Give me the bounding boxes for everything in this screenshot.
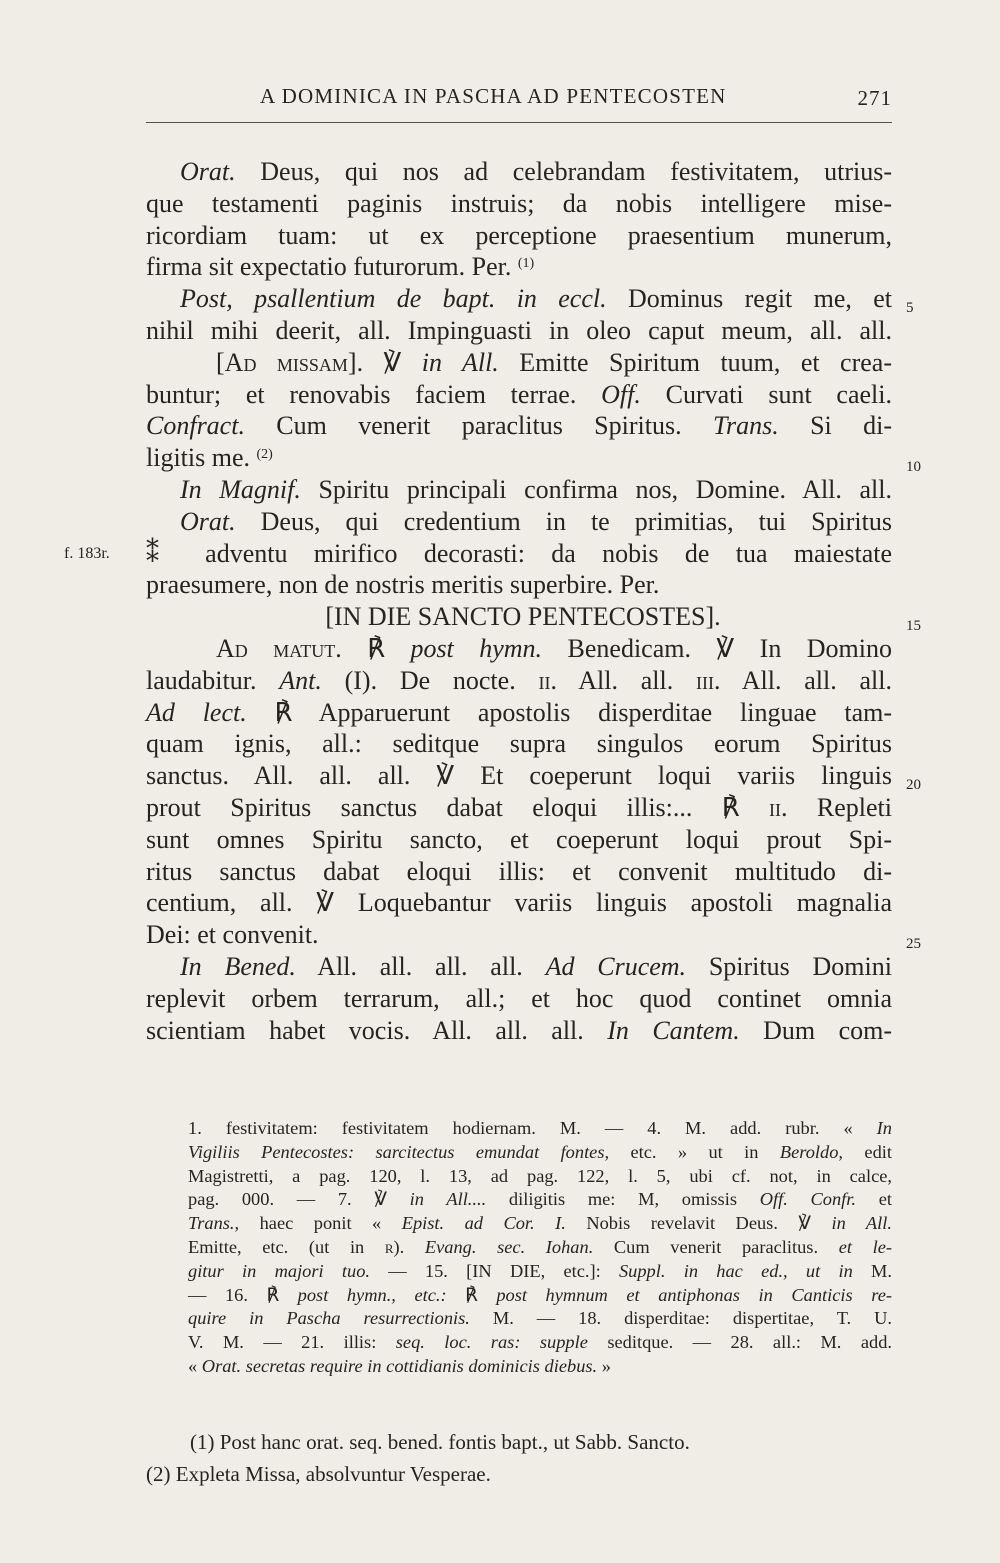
text-line: In Magnif. Spiritu principali confirma nos, Domine. All. all. <box>180 474 892 504</box>
text-line: Orat. Deus, qui credentium in te primitias, tui Spiritus <box>180 506 892 536</box>
text-line: laudabitur. Ant. (I). De nocte. ii. All. all. iii. All. all. all. <box>146 665 892 695</box>
text-line: Dei: et convenit. 25 <box>146 919 892 951</box>
text-line: Confract. Cum venerit paraclitus Spiritus. Trans. Si di- <box>146 411 892 441</box>
apparatus-line: 1. festivitatem: festivitatem hodiernam. M. — 4. M. add. rubr. « In <box>188 1118 892 1138</box>
folio-mark: f. 183r. <box>64 544 110 562</box>
line-number: 10 <box>906 459 921 476</box>
apparatus-line: — 16. ℟ post hymn., etc.: ℟ post hymnum et antiphonas in Canticis re- <box>188 1284 893 1305</box>
text-line: nihil mihi deerit, all. Impinguasti in oleo caput meum, all. all. <box>146 315 892 345</box>
line-number: 15 <box>906 618 921 635</box>
footnote-1: (1) Post hanc orat. seq. bened. fontis bapt., ut Sabb. Sancto. <box>190 1430 690 1454</box>
text-line: In Bened. All. all. all. all. Ad Crucem. Spiritus Domini <box>180 951 892 981</box>
footnote-ref: (1) <box>517 256 535 272</box>
text-line: prout Spiritus sanctus dabat eloqui illis:... ℟ ii. Repleti <box>146 792 892 822</box>
running-title: A DOMINICA IN PASCHA AD PENTECOSTEN <box>260 84 727 108</box>
line-number: 20 <box>906 777 921 794</box>
text-line: buntur; et renovabis faciem terrae. Off. Curvati sunt caeli. <box>146 379 892 409</box>
apparatus-line: gitur in majori tuo. — 15. [IN DIE, etc.]: Suppl. in hac ed., ut in M. <box>188 1260 892 1281</box>
main-text <box>64 156 921 1046</box>
footnotes <box>146 1426 892 1490</box>
section-heading: [IN DIE SANCTO PENTECOSTES]. 15 <box>146 601 892 633</box>
text-line: ritus sanctus dabat eloqui illis: et convenit multitudo di- <box>146 856 892 886</box>
apparatus-line: Vigiliis Pentecostes: sarcitectus emundat fontes, etc. » ut in Beroldo, edit <box>188 1141 892 1162</box>
text-line: centium, all. ℣ Loquebantur variis linguis apostoli magnalia <box>146 888 892 918</box>
line-number: 25 <box>906 936 921 953</box>
apparatus-line: Magistretti, a pag. 120, l. 13, ad pag. 122, l. 5, ubi cf. not, in calce, <box>188 1165 892 1186</box>
apparatus-line: « Orat. secretas require in cottidianis dominicis diebus. » <box>188 1355 611 1376</box>
footnote-2: (2) Expleta Missa, absolvuntur Vesperae. <box>146 1462 491 1486</box>
text-line: scientiam habet vocis. All. all. all. In Cantem. Dum com- <box>146 1015 892 1045</box>
page-number: 271 <box>857 86 892 110</box>
text-line: replevit orbem terrarum, all.; et hoc quod continet omnia <box>146 983 892 1013</box>
apparatus-line: pag. 000. — 7. ℣ in All.... diligitis me: M, omissis Off. Confr. et <box>188 1189 892 1210</box>
text-line: firma sit expectatio futurorum. Per. $^{(1)}$ <box>146 252 535 282</box>
header-rule <box>146 122 892 123</box>
line-number: 5 <box>906 300 914 317</box>
text-line: ligitis me. $^{(2)}$ 10 <box>146 442 892 474</box>
text-line: ricordiam tuam: ut ex perceptione praesentium munerum, <box>146 220 892 250</box>
text-line: quam ignis, all.: seditque supra singulos eorum Spiritus <box>146 729 892 759</box>
apparatus-line: Trans., haec ponit « Epist. ad Cor. I. Nobis revelavit Deus. ℣ in All. <box>188 1213 892 1234</box>
text-line: Post, psallentium de bapt. in eccl. Dominus regit me, et 5 <box>146 283 892 315</box>
apparatus-line: quire in Pascha resurrectionis. M. — 18. disperditae: dispertitae, T. U. <box>188 1308 893 1329</box>
text-line: praesumere, non de nostris meritis superbire. Per. <box>146 570 660 600</box>
running-head <box>146 80 892 110</box>
text-line: f. 183r. ⁑ adventu mirifico decorasti: da nobis de tua maiestate <box>64 538 892 568</box>
text-line: sunt omnes Spiritu sancto, et coeperunt loqui prout Spi- <box>146 824 892 854</box>
text-line: [Ad missam]. ℣ in All. Emitte Spiritum tuum, et crea- <box>216 347 892 377</box>
critical-apparatus <box>188 1117 892 1379</box>
text-line: Ad lect. ℟ Apparuerunt apostolis disperditae linguae tam- <box>146 697 892 727</box>
text-line: Orat. Deus, qui nos ad celebrandam festivitatem, utrius- <box>180 157 892 186</box>
apparatus-line: V. M. — 21. illis: seq. loc. ras: supple seditque. — 28. all.: M. add. <box>188 1332 893 1353</box>
text-line: que testamenti paginis instruis; da nobis intelligere mise- <box>146 188 892 218</box>
footnote-ref: (2) <box>256 447 273 463</box>
apparatus-line: Emitte, etc. (ut in r). Evang. sec. Iohan. Cum venerit paraclitus. et le- <box>188 1236 892 1257</box>
text-line: Ad matut. ℟ post hymn. Benedicam. ℣ In Domino <box>216 633 892 663</box>
text-line: sanctus. All. all. all. ℣ Et coeperunt loqui variis linguis 20 <box>146 760 892 792</box>
